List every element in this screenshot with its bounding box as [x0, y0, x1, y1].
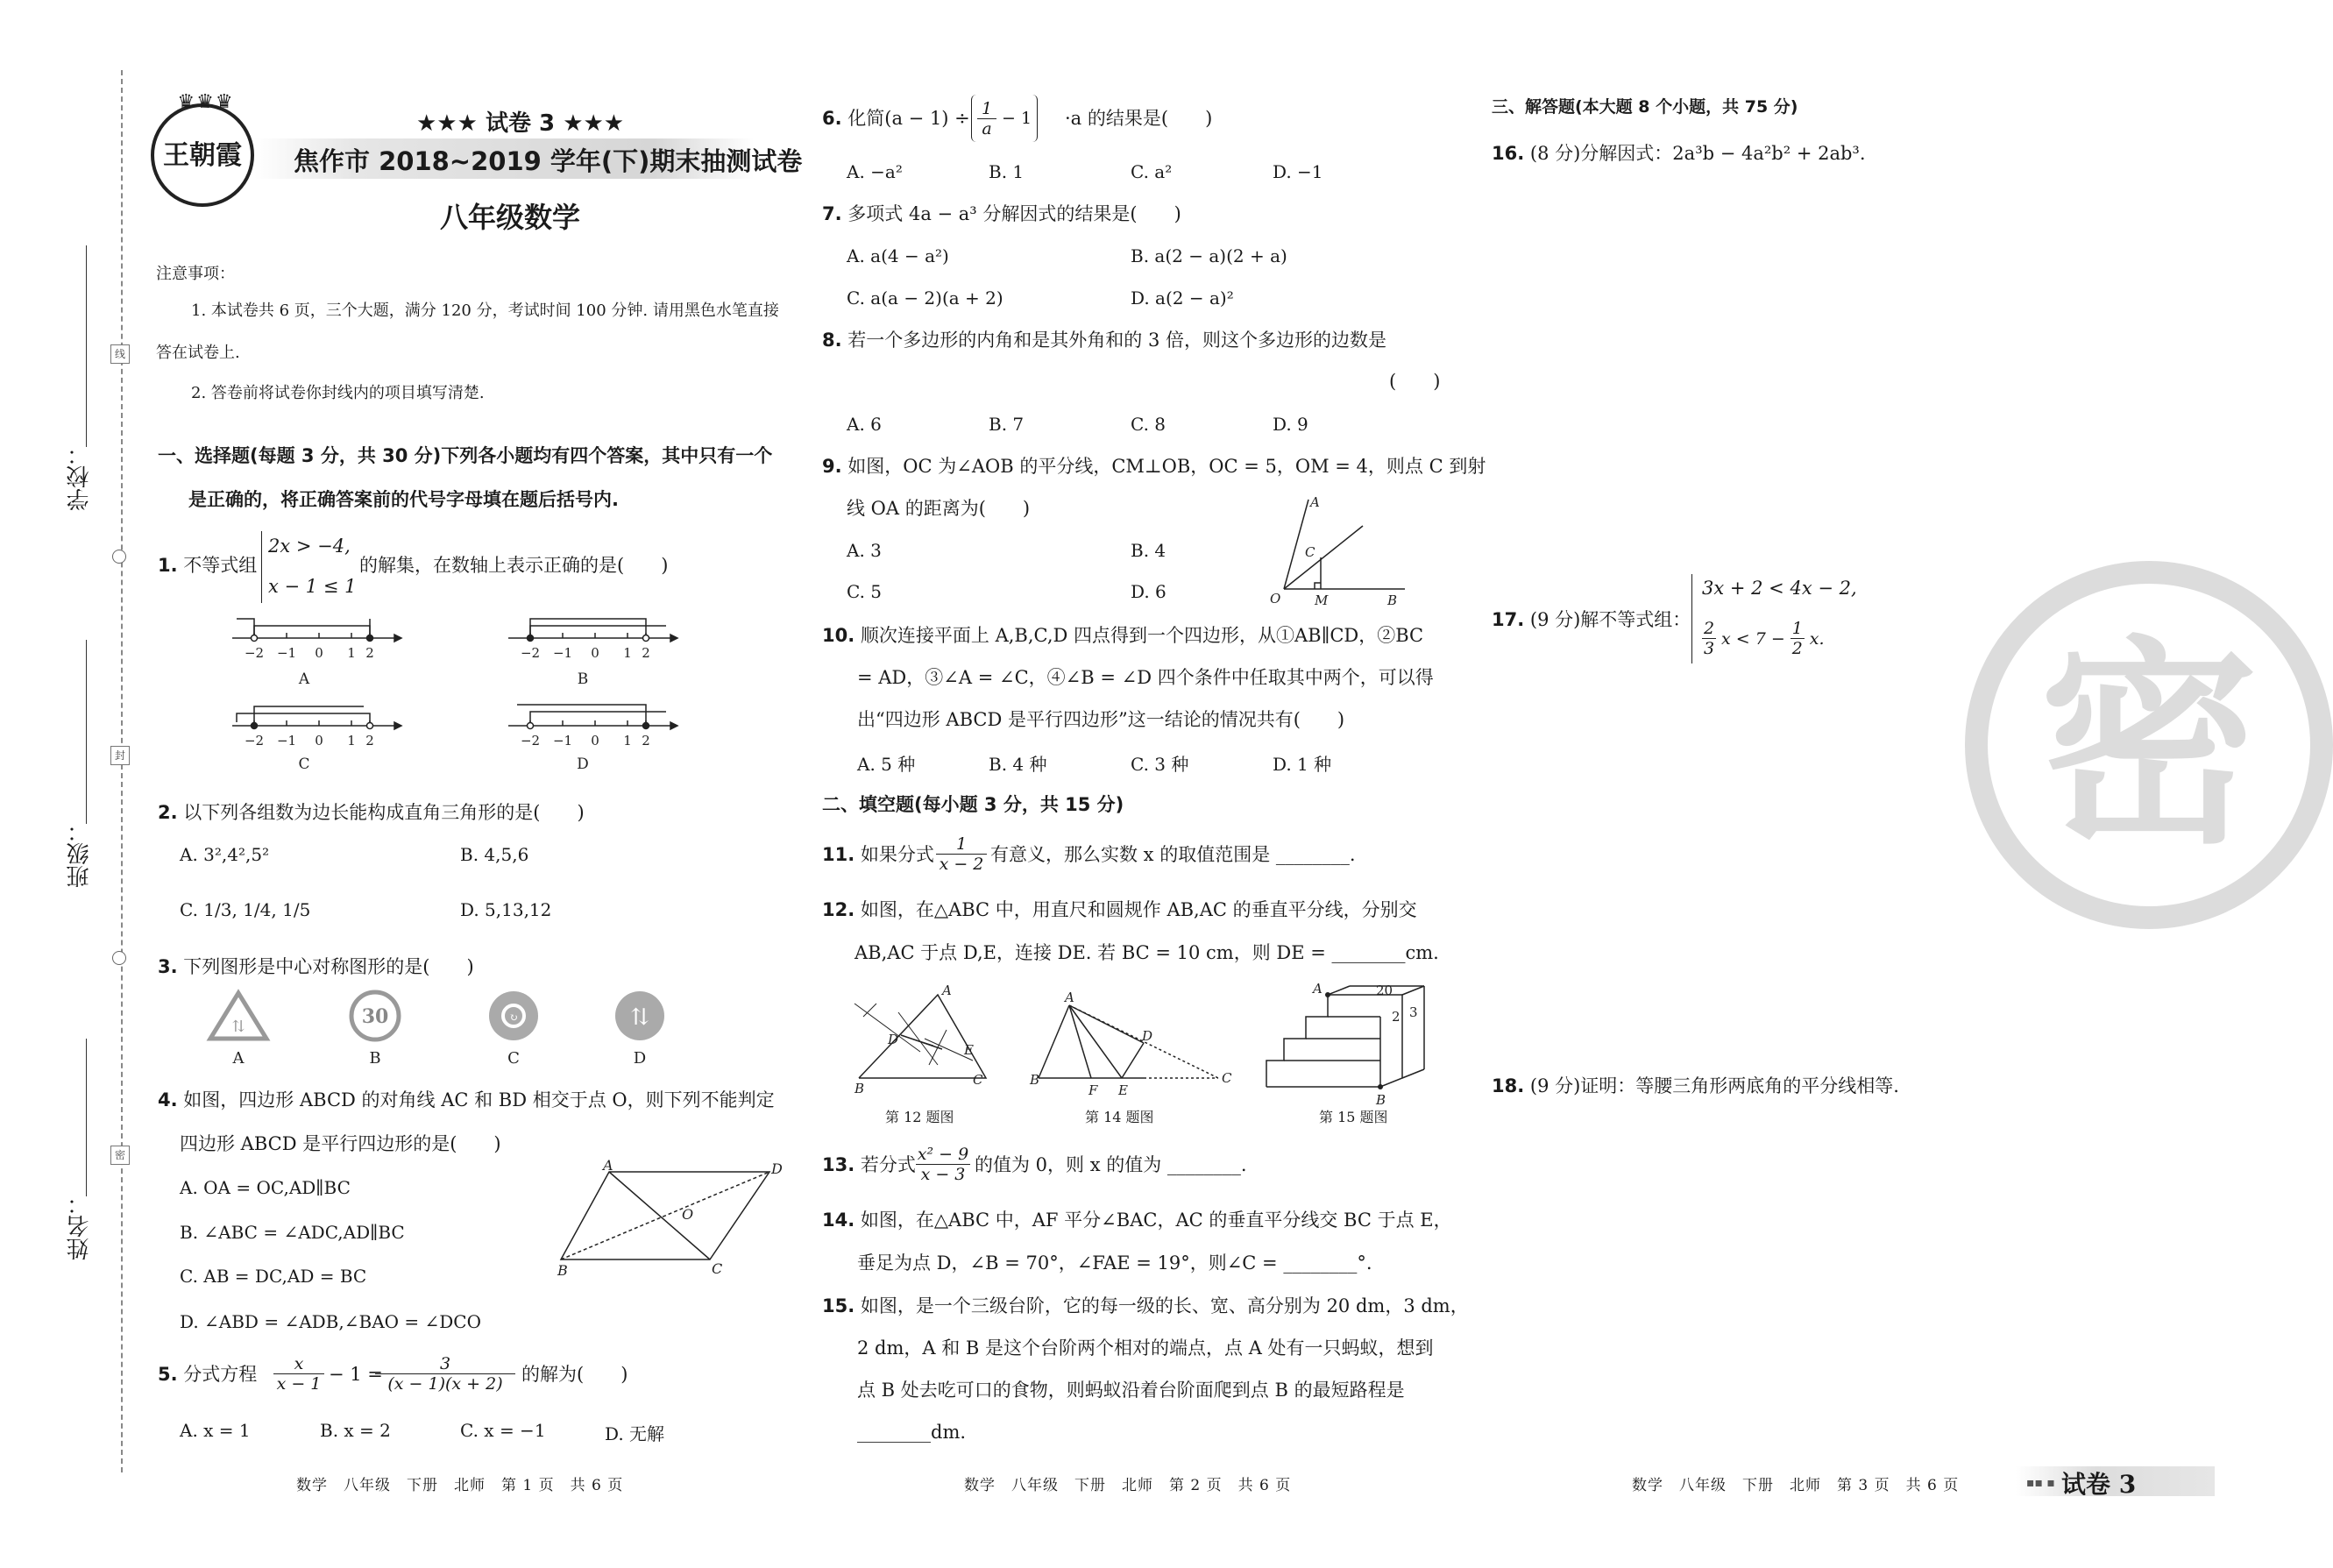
q6-option-c[interactable]: C. a²: [1131, 161, 1173, 182]
numline-c: [232, 706, 401, 729]
svg-text:B: B: [1376, 1092, 1386, 1108]
q4-option-d[interactable]: D. ∠ABD = ∠ADB,∠BAO = ∠DCO: [180, 1311, 481, 1332]
q17-ineq2: 2 3 x < 7 − $\frac{1}{2}$ x.: [1703, 619, 1825, 658]
q15-line4: ________dm.: [857, 1422, 967, 1443]
svg-text:0: 0: [591, 733, 599, 749]
q1-number-lines: [228, 614, 684, 771]
svg-text:1: 1: [347, 645, 356, 661]
svg-text:A: A: [232, 1049, 245, 1068]
q5-fraction-2: 3 (x − 1)(x + 2): [375, 1354, 515, 1394]
roundabout-icon: [489, 991, 538, 1040]
q9-option-a[interactable]: A. 3: [847, 540, 882, 561]
svg-text:−2: −2: [244, 733, 265, 749]
footer-tag-squares: ▪▪ ▪: [2026, 1476, 2055, 1490]
q8-option-d[interactable]: D. 9: [1273, 414, 1308, 435]
svg-text:O: O: [1270, 591, 1281, 607]
q10-line2: = AD，③∠A = ∠C，④∠B = ∠D 四个条件中任取其中两个，可以得: [857, 667, 1434, 688]
q6-option-d[interactable]: D. −1: [1273, 161, 1323, 182]
q10-option-d[interactable]: D. 1 种: [1273, 754, 1332, 775]
svg-text:2: 2: [365, 733, 374, 749]
q2-option-b[interactable]: B. 4,5,6: [460, 844, 529, 865]
q7-option-a[interactable]: A. a(4 − a²): [847, 245, 949, 266]
q1-tail: 的解集，在数轴上表示正确的是( ): [359, 555, 669, 576]
q6: 6. 化简(a − 1) ÷: [822, 108, 970, 129]
q4-option-b[interactable]: B. ∠ABC = ∠ADC,AD∥BC: [180, 1222, 405, 1243]
svg-text:E: E: [964, 1042, 974, 1058]
section1-line1: 一、选择题(每题 3 分，共 30 分)下列各小题均有四个答案，其中只有一个: [158, 445, 773, 466]
notes-title: 注意事项：: [156, 265, 235, 283]
svg-text:C: C: [507, 1049, 520, 1068]
svg-text:−1: −1: [552, 733, 573, 749]
footer-page-1: 数学 八年级 下册 北师 第 1 页 共 6 页: [296, 1477, 624, 1494]
svg-text:D: D: [771, 1160, 783, 1177]
svg-text:F: F: [1088, 1082, 1098, 1098]
svg-text:A: A: [1065, 990, 1074, 1005]
svg-text:2: 2: [1392, 1009, 1401, 1025]
q12-line1: 12. 如图，在△ABC 中，用直尺和圆规作 AB,AC 的垂直平分线，分别交: [822, 899, 1417, 920]
svg-text:⇅: ⇅: [231, 1018, 245, 1036]
food-point-b: [1378, 1084, 1383, 1089]
svg-text:A: A: [1313, 981, 1323, 997]
binding-dot-icon: [112, 951, 126, 965]
svg-text:0: 0: [315, 733, 323, 749]
q5: 5. 分式方程: [158, 1364, 258, 1385]
q6-tail: ·a 的结果是( ): [1065, 108, 1213, 129]
q6-option-a[interactable]: A. −a²: [847, 161, 903, 182]
q7: 7. 多项式 4a − a³ 分解因式的结果是( ): [822, 203, 1181, 224]
q5-tail: 的解为( ): [521, 1364, 628, 1385]
q7-option-d[interactable]: D. a(2 − a)²: [1131, 287, 1234, 309]
q1: 1. 不等式组: [158, 555, 258, 576]
svg-text:−1: −1: [276, 645, 297, 661]
q9-option-b[interactable]: B. 4: [1131, 540, 1166, 561]
q7-option-b[interactable]: B. a(2 − a)(2 + a): [1131, 245, 1287, 266]
svg-text:2: 2: [365, 645, 374, 661]
q17-ineq1: 3x + 2 < 4x − 2,: [1702, 578, 1857, 599]
exam-title: 焦作市 2018~2019 学年(下)期末抽测试卷: [294, 146, 803, 176]
q1-ineq2: x − 1 ≤ 1: [268, 576, 357, 597]
section2-title: 二、填空题(每小题 3 分，共 15 分): [822, 794, 1124, 815]
brand-name: 王朝霞: [163, 140, 242, 171]
q10-option-c[interactable]: C. 3 种: [1131, 754, 1189, 775]
q8: 8. 若一个多边形的内角和是其外角和的 3 倍，则这个多边形的边数是: [822, 330, 1386, 351]
warning-triangle-icon: [210, 993, 266, 1039]
svg-text:1: 1: [623, 645, 632, 661]
ant-point-a: [1325, 992, 1330, 997]
q8-paren: ( ): [1389, 371, 1441, 392]
speed-limit-icon: [351, 992, 399, 1039]
name-label: 姓名：: [67, 1192, 93, 1260]
q9-line2: 线 OA 的距离为( ): [847, 498, 1031, 519]
q18: 18. (9 分)证明：等腰三角形两底角的平分线相等.: [1492, 1075, 1899, 1096]
q11-fraction: 1 x − 2: [936, 834, 987, 874]
fig12-triangle: [854, 995, 986, 1078]
svg-text:C: C: [298, 756, 310, 773]
svg-text:D: D: [633, 1049, 647, 1068]
q9-line1: 9. 如图，OC 为∠AOB 的平分线，CM⊥OB，OC = 5，OM = 4，则点 C 到射: [822, 456, 1486, 477]
svg-text:2: 2: [642, 645, 650, 661]
q10-option-b[interactable]: B. 4 种: [989, 754, 1047, 775]
q7-option-c[interactable]: C. a(a − 2)(a + 2): [847, 287, 1003, 309]
q5-mid: − 1 =: [329, 1364, 383, 1385]
q8-option-c[interactable]: C. 8: [1131, 414, 1166, 435]
q3: 3. 下列图形是中心对称图形的是( ): [158, 956, 474, 977]
q1-ineq1: 2x > −4,: [268, 536, 351, 557]
q2-option-c[interactable]: C. 1/3, 1/4, 1/5: [180, 899, 311, 920]
svg-text:C: C: [1222, 1070, 1232, 1086]
svg-text:B: B: [1387, 592, 1398, 608]
fig15-caption: 第 15 题图: [1319, 1109, 1388, 1125]
svg-text:−2: −2: [520, 733, 541, 749]
q9-option-c[interactable]: C. 5: [847, 581, 883, 602]
footer-page-2: 数学 八年级 下册 北师 第 2 页 共 6 页: [964, 1477, 1292, 1494]
q13-tail: 的值为 0，则 x 的值为 ________.: [975, 1154, 1247, 1175]
svg-text:A: A: [942, 983, 952, 998]
svg-text:−2: −2: [520, 645, 541, 661]
q16: 16. (8 分)分解因式：2a³b − 4a²b² + 2ab³.: [1492, 143, 1866, 164]
q2-option-a[interactable]: A. 3²,4²,5²: [180, 844, 270, 865]
q6-paren-fraction: 1 a − 1: [971, 95, 1038, 142]
q5-option-d[interactable]: D. 无解: [605, 1423, 665, 1444]
paper-tag-text: 试卷 3: [485, 110, 556, 137]
watermark-seal: [1965, 561, 2333, 929]
fig14-triangle: [1039, 1005, 1218, 1078]
q10-line1: 10. 顺次连接平面上 A,B,C,D 四点得到一个四边形，从①AB∥CD，②BC: [822, 625, 1424, 646]
svg-text:A: A: [603, 1157, 613, 1174]
svg-text:A: A: [298, 670, 310, 688]
q2-option-d[interactable]: D. 5,13,12: [460, 899, 552, 920]
q14-line2: 垂足为点 D，∠B = 70°，∠FAE = 19°，则∠C = ________°.: [857, 1252, 1372, 1274]
q9-angle-figure: [1266, 491, 1411, 609]
svg-text:⇅: ⇅: [630, 1004, 649, 1031]
q4-line2: 四边形 ABCD 是平行四边形的是( ): [180, 1133, 501, 1154]
seal-xian: 线: [110, 344, 130, 364]
q17: 17. (9 分)解不等式组：: [1492, 609, 1691, 630]
school-label: 学校：: [67, 443, 93, 511]
q6-option-b[interactable]: B. 1: [989, 161, 1025, 182]
footer-page-3: 数学 八年级 下册 北师 第 3 页 共 6 页: [1632, 1477, 1960, 1494]
svg-text:D: D: [888, 1032, 899, 1047]
q17-system-brace: [1691, 574, 1700, 663]
q10-line3: 出“四边形 ABCD 是平行四边形”这一结论的情况共有( ): [857, 709, 1345, 730]
q8-option-b[interactable]: B. 7: [989, 414, 1025, 435]
svg-text:B: B: [854, 1081, 865, 1096]
q9-option-d[interactable]: D. 6: [1131, 581, 1166, 602]
note-1b: 答在试卷上.: [156, 344, 240, 362]
svg-text:2: 2: [642, 733, 650, 749]
svg-text:↻: ↻: [508, 1011, 519, 1024]
svg-text:0: 0: [591, 645, 599, 661]
q8-option-a[interactable]: A. 6: [847, 414, 882, 435]
svg-text:B: B: [557, 1262, 568, 1279]
q15-line3: 点 B 处去吃可口的食物，则蚂蚁沿着台阶面爬到点 B 的最短路程是: [857, 1380, 1405, 1401]
svg-text:C: C: [712, 1260, 723, 1277]
svg-text:1: 1: [623, 733, 632, 749]
q15-line2: 2 dm，A 和 B 是这个台阶两个相对的端点，点 A 处有一只蚂蚁，想到: [857, 1337, 1434, 1359]
svg-text:−1: −1: [276, 733, 297, 749]
two-way-icon: [615, 991, 664, 1040]
seal-feng: 封: [110, 746, 130, 765]
q2: 2. 以下列各组数为边长能构成直角三角形的是( ): [158, 802, 585, 823]
svg-text:D: D: [577, 756, 589, 773]
footer-tag: 试卷 3: [2061, 1470, 2137, 1499]
watermark-char: 密: [2039, 618, 2259, 873]
svg-text:M: M: [1315, 592, 1329, 608]
numline-a: [232, 619, 401, 642]
crown-icon: ♛♛♛: [177, 91, 235, 113]
q12-line2: AB,AC 于点 D,E，连接 DE. 若 BC = 10 cm，则 DE = ________cm.: [854, 942, 1439, 963]
svg-text:E: E: [1118, 1082, 1128, 1098]
binding-cut-line: [121, 70, 123, 1472]
svg-text:1: 1: [347, 733, 356, 749]
brand-logo: [151, 91, 254, 207]
svg-text:A: A: [1310, 494, 1320, 510]
svg-text:−1: −1: [552, 645, 573, 661]
section3-title: 三、解答题(本大题 8 个小题，共 75 分): [1492, 97, 1798, 117]
section1-line2: 是正确的，将正确答案前的代号字母填在题后括号内.: [188, 489, 619, 510]
svg-text:−2: −2: [244, 645, 265, 661]
fig14-caption: 第 14 题图: [1085, 1109, 1154, 1125]
q13-fraction: x² − 9 x − 3: [917, 1145, 969, 1184]
svg-text:30: 30: [361, 1005, 389, 1028]
q4-parallelogram-figure: [552, 1157, 789, 1280]
binding-dot-icon: [112, 550, 126, 564]
name-field[interactable]: [86, 1039, 87, 1196]
svg-text:B: B: [369, 1049, 381, 1068]
q3-signs: [202, 986, 675, 1069]
numline-d: [508, 705, 677, 729]
q5-option-a[interactable]: A. x = 1: [180, 1420, 251, 1441]
school-field[interactable]: [86, 245, 87, 447]
q4-line1: 4. 如图，四边形 ABCD 的对角线 AC 和 BD 相交于点 O，则下列不能判定: [158, 1089, 775, 1110]
q4-option-c[interactable]: C. AB = DC,AD = BC: [180, 1266, 367, 1287]
q11: 11. 如果分式: [822, 844, 934, 865]
subject-title: 八年级数学: [440, 201, 581, 234]
svg-text:B: B: [1030, 1072, 1040, 1088]
q11-tail: 有意义，那么实数 x 的取值范围是 ________.: [990, 844, 1356, 865]
note-2: 2. 答卷前将试卷你封线内的项目填写清楚.: [191, 384, 485, 402]
q4-option-a[interactable]: A. OA = OC,AD∥BC: [180, 1177, 351, 1198]
svg-text:3: 3: [1409, 1004, 1418, 1020]
q14-line1: 14. 如图，在△ABC 中，AF 平分∠BAC，AC 的垂直平分线交 BC 于点 E，: [822, 1210, 1452, 1231]
svg-text:C: C: [973, 1072, 983, 1088]
svg-text:D: D: [1142, 1028, 1153, 1044]
seal-mi: 密: [110, 1146, 130, 1165]
q5-option-b[interactable]: B. x = 2: [320, 1420, 391, 1441]
paper-tag: ★★★ 试卷 3 ★★★: [416, 110, 625, 137]
fig12-caption: 第 12 题图: [885, 1109, 954, 1125]
q10-option-a[interactable]: A. 5 种: [857, 754, 916, 775]
q5-option-c[interactable]: C. x = −1: [460, 1420, 546, 1441]
svg-text:C: C: [1305, 544, 1315, 560]
fig15-stairs: [1266, 986, 1424, 1087]
svg-text:O: O: [682, 1206, 694, 1223]
q13: 13. 若分式: [822, 1154, 916, 1175]
class-field[interactable]: [86, 640, 87, 824]
q15-line1: 15. 如图，是一个三级台阶，它的每一级的长、宽、高分别为 20 dm，3 dm，: [822, 1295, 1469, 1316]
q5-fraction-1: x x − 1: [273, 1354, 324, 1394]
svg-text:B: B: [577, 670, 589, 688]
svg-text:0: 0: [315, 645, 323, 661]
class-label: 班级：: [67, 819, 93, 888]
numline-b: [508, 619, 677, 642]
figures-12-14-15: [841, 977, 1446, 1126]
svg-text:20: 20: [1376, 983, 1393, 998]
note-1a: 1. 本试卷共 6 页，三个大题，满分 120 分，考试时间 100 分钟. 请用黑色水笔直接: [191, 302, 779, 320]
